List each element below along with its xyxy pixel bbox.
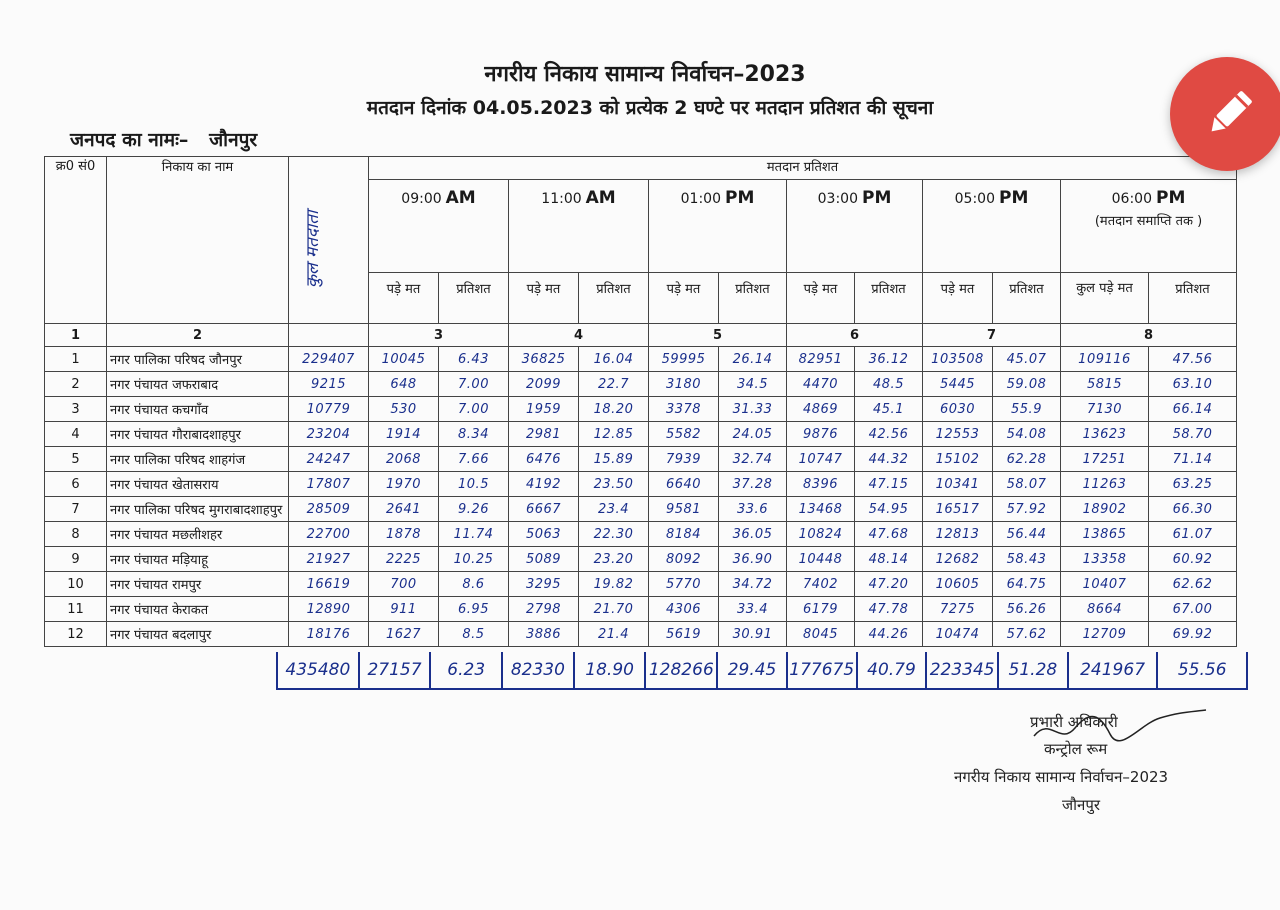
- row-value-total: 22700: [289, 522, 369, 547]
- row-value-p1: 10.25: [439, 547, 509, 572]
- row-value-v3: 4306: [649, 597, 719, 622]
- row-value-p2: 19.82: [579, 572, 649, 597]
- row-value-v5: 16517: [923, 497, 993, 522]
- row-value-p2: 23.4: [579, 497, 649, 522]
- votes-header: पड़े मत: [509, 273, 579, 324]
- row-value-p2: 22.7: [579, 372, 649, 397]
- row-value-v5: 10605: [923, 572, 993, 597]
- percent-header: प्रतिशत: [855, 273, 923, 324]
- row-value-p2: 21.4: [579, 622, 649, 647]
- row-body-name: नगर पालिका परिषद जौनपुर: [107, 347, 289, 372]
- row-value-v6: 10407: [1061, 572, 1149, 597]
- row-value-v1: 1627: [369, 622, 439, 647]
- row-body-name: नगर पंचायत मछलीशहर: [107, 522, 289, 547]
- document-subtitle: मतदान दिनांक 04.05.2023 को प्रत्येक 2 घण्टे पर मतदान प्रतिशत की सूचना: [366, 97, 934, 119]
- row-value-v6: 13865: [1061, 522, 1149, 547]
- row-value-v3: 8092: [649, 547, 719, 572]
- row-value-v2: 5089: [509, 547, 579, 572]
- row-value-p6: 69.92: [1149, 622, 1237, 647]
- row-value-p3: 36.90: [719, 547, 787, 572]
- row-value-p4: 48.14: [855, 547, 923, 572]
- signatory-district: जौनपुर: [1062, 796, 1100, 814]
- row-body-name: नगर पंचायत गौराबादशाहपुर: [107, 422, 289, 447]
- row-value-v5: 12682: [923, 547, 993, 572]
- col-number: 6: [787, 324, 923, 347]
- slot-header-6: 06:00 PM (मतदान समाप्ति तक ): [1061, 180, 1237, 273]
- row-value-v1: 2225: [369, 547, 439, 572]
- row-value-p4: 54.95: [855, 497, 923, 522]
- row-value-p6: 47.56: [1149, 347, 1237, 372]
- row-value-total: 10779: [289, 397, 369, 422]
- turnout-header: मतदान प्रतिशत: [369, 157, 1237, 180]
- col-number: 7: [923, 324, 1061, 347]
- row-value-p3: 36.05: [719, 522, 787, 547]
- table-row: [45, 622, 1237, 647]
- row-value-v2: 2099: [509, 372, 579, 397]
- row-value-v6: 12709: [1061, 622, 1149, 647]
- row-value-p6: 63.10: [1149, 372, 1237, 397]
- row-value-p2: 18.20: [579, 397, 649, 422]
- row-value-v4: 7402: [787, 572, 855, 597]
- row-value-p6: 63.25: [1149, 472, 1237, 497]
- row-value-v5: 15102: [923, 447, 993, 472]
- table-row: [45, 372, 1237, 397]
- row-value-p3: 34.5: [719, 372, 787, 397]
- row-value-v1: 1914: [369, 422, 439, 447]
- row-value-p6: 67.00: [1149, 597, 1237, 622]
- total-cell: 82330: [503, 652, 575, 688]
- row-value-v5: 10341: [923, 472, 993, 497]
- signatory-election: नगरीय निकाय सामान्य निर्वाचन–2023: [954, 768, 1169, 786]
- row-value-v6: 18902: [1061, 497, 1149, 522]
- row-value-p2: 22.30: [579, 522, 649, 547]
- row-value-p1: 8.34: [439, 422, 509, 447]
- row-value-v4: 8396: [787, 472, 855, 497]
- row-value-p6: 61.07: [1149, 522, 1237, 547]
- col-number: 4: [509, 324, 649, 347]
- row-value-p4: 47.20: [855, 572, 923, 597]
- row-value-v4: 10448: [787, 547, 855, 572]
- row-value-p4: 47.78: [855, 597, 923, 622]
- totals-row: [276, 652, 1248, 690]
- row-value-v6: 8664: [1061, 597, 1149, 622]
- total-cell: 29.45: [718, 652, 788, 688]
- row-value-v1: 911: [369, 597, 439, 622]
- total-votes-header: कुल पड़े मत: [1061, 273, 1149, 324]
- row-value-v6: 13623: [1061, 422, 1149, 447]
- row-value-total: 17807: [289, 472, 369, 497]
- row-value-v1: 648: [369, 372, 439, 397]
- edit-button[interactable]: [1170, 57, 1280, 171]
- row-value-p1: 7.66: [439, 447, 509, 472]
- col-number: 1: [45, 324, 107, 347]
- row-value-p6: 60.92: [1149, 547, 1237, 572]
- row-value-p6: 66.14: [1149, 397, 1237, 422]
- row-sn: 9: [45, 547, 107, 572]
- row-value-v2: 4192: [509, 472, 579, 497]
- row-sn: 3: [45, 397, 107, 422]
- row-value-p1: 6.95: [439, 597, 509, 622]
- row-value-v2: 6667: [509, 497, 579, 522]
- pencil-icon: [1204, 87, 1256, 139]
- votes-header: पड़े मत: [649, 273, 719, 324]
- turnout-table: [44, 156, 1237, 647]
- row-value-v2: 5063: [509, 522, 579, 547]
- row-value-p5: 56.44: [993, 522, 1061, 547]
- row-value-total: 23204: [289, 422, 369, 447]
- row-value-v3: 5619: [649, 622, 719, 647]
- document-title: नगरीय निकाय सामान्य निर्वाचन–2023: [484, 62, 806, 87]
- row-value-v5: 103508: [923, 347, 993, 372]
- row-value-p2: 16.04: [579, 347, 649, 372]
- percent-header: प्रतिशत: [719, 273, 787, 324]
- total-cell: 55.56: [1177, 660, 1227, 680]
- row-value-total: 21927: [289, 547, 369, 572]
- row-body-name: नगर पंचायत रामपुर: [107, 572, 289, 597]
- row-sn: 8: [45, 522, 107, 547]
- row-value-p1: 8.5: [439, 622, 509, 647]
- row-value-p2: 23.50: [579, 472, 649, 497]
- row-body-name: नगर पंचायत मड़ियाहू: [107, 547, 289, 572]
- row-value-v4: 10824: [787, 522, 855, 547]
- row-value-p2: 15.89: [579, 447, 649, 472]
- row-value-v3: 8184: [649, 522, 719, 547]
- total-cell: 177675: [788, 652, 858, 688]
- row-value-p4: 36.12: [855, 347, 923, 372]
- col-number: 3: [369, 324, 509, 347]
- row-value-v4: 13468: [787, 497, 855, 522]
- table-row: [45, 597, 1237, 622]
- row-value-v4: 10747: [787, 447, 855, 472]
- row-value-p4: 47.15: [855, 472, 923, 497]
- row-value-v2: 1959: [509, 397, 579, 422]
- row-body-name: नगर पंचायत खेतासराय: [107, 472, 289, 497]
- row-body-name: नगर पंचायत जफराबाद: [107, 372, 289, 397]
- row-value-v5: 7275: [923, 597, 993, 622]
- row-value-v1: 530: [369, 397, 439, 422]
- row-value-p1: 9.26: [439, 497, 509, 522]
- row-value-v1: 700: [369, 572, 439, 597]
- total-cell: 241967: [1069, 652, 1159, 688]
- row-value-p5: 58.07: [993, 472, 1061, 497]
- row-value-p6: 62.62: [1149, 572, 1237, 597]
- row-body-name: नगर पालिका परिषद मुगराबादशाहपुर: [107, 497, 289, 522]
- row-value-v3: 5770: [649, 572, 719, 597]
- row-value-p5: 55.9: [993, 397, 1061, 422]
- slot-header-1: 09:00 AM: [369, 180, 509, 273]
- row-value-total: 18176: [289, 622, 369, 647]
- row-value-total: 9215: [289, 372, 369, 397]
- district-value: जौनपुर: [209, 129, 258, 151]
- row-value-p5: 57.62: [993, 622, 1061, 647]
- row-value-v4: 8045: [787, 622, 855, 647]
- total-cell: 40.79: [858, 652, 928, 688]
- row-sn: 2: [45, 372, 107, 397]
- row-value-v4: 9876: [787, 422, 855, 447]
- row-value-v6: 11263: [1061, 472, 1149, 497]
- row-sn: 12: [45, 622, 107, 647]
- table-row: [45, 547, 1237, 572]
- row-value-total: 12890: [289, 597, 369, 622]
- row-value-p3: 24.05: [719, 422, 787, 447]
- row-sn: 5: [45, 447, 107, 472]
- row-value-total: 28509: [289, 497, 369, 522]
- row-value-v5: 12553: [923, 422, 993, 447]
- row-value-p6: 66.30: [1149, 497, 1237, 522]
- row-value-v5: 6030: [923, 397, 993, 422]
- row-value-v2: 2981: [509, 422, 579, 447]
- row-value-p4: 47.68: [855, 522, 923, 547]
- row-value-p3: 33.6: [719, 497, 787, 522]
- table-row: [45, 497, 1237, 522]
- slot-6-note: (मतदान समाप्ति तक ): [1094, 214, 1203, 229]
- total-voters-note: कुल मतदाता: [303, 210, 323, 288]
- row-sn: 6: [45, 472, 107, 497]
- row-value-p5: 56.26: [993, 597, 1061, 622]
- row-value-v1: 1878: [369, 522, 439, 547]
- sn-header: क्र0 सं0: [45, 157, 107, 324]
- row-value-total: 229407: [289, 347, 369, 372]
- row-value-p3: 30.91: [719, 622, 787, 647]
- row-value-v3: 5582: [649, 422, 719, 447]
- row-value-v2: 36825: [509, 347, 579, 372]
- row-value-p5: 58.43: [993, 547, 1061, 572]
- row-value-v2: 6476: [509, 447, 579, 472]
- total-cell: 18.90: [575, 652, 647, 688]
- row-value-p4: 42.56: [855, 422, 923, 447]
- row-value-p4: 48.5: [855, 372, 923, 397]
- slot-header-3: 01:00 PM: [649, 180, 787, 273]
- total-cell: 435480: [278, 652, 360, 688]
- row-value-p6: 71.14: [1149, 447, 1237, 472]
- row-value-total: 24247: [289, 447, 369, 472]
- row-value-v6: 7130: [1061, 397, 1149, 422]
- row-value-v2: 3886: [509, 622, 579, 647]
- signatory-office: कन्ट्रोल रूम: [1044, 740, 1108, 758]
- votes-header: पड़े मत: [369, 273, 439, 324]
- total-cell: 6.23: [431, 652, 503, 688]
- row-value-v1: 2068: [369, 447, 439, 472]
- row-value-v2: 3295: [509, 572, 579, 597]
- row-sn: 11: [45, 597, 107, 622]
- row-value-v4: 82951: [787, 347, 855, 372]
- row-value-p5: 57.92: [993, 497, 1061, 522]
- row-sn: 1: [45, 347, 107, 372]
- row-value-v1: 1970: [369, 472, 439, 497]
- row-value-p3: 33.4: [719, 597, 787, 622]
- row-value-v5: 5445: [923, 372, 993, 397]
- row-value-p5: 59.08: [993, 372, 1061, 397]
- row-value-p6: 58.70: [1149, 422, 1237, 447]
- row-value-v3: 7939: [649, 447, 719, 472]
- row-value-v4: 4470: [787, 372, 855, 397]
- row-sn: 10: [45, 572, 107, 597]
- signatory-title: प्रभारी अधिकारी: [1030, 713, 1118, 731]
- row-value-p3: 37.28: [719, 472, 787, 497]
- row-body-name: नगर पंचायत बदलापुर: [107, 622, 289, 647]
- district-line: [70, 126, 257, 152]
- percent-header: प्रतिशत: [579, 273, 649, 324]
- table-row: [45, 522, 1237, 547]
- body-name-header: निकाय का नाम: [107, 157, 289, 324]
- percent-header: प्रतिशत: [1149, 273, 1237, 324]
- row-value-p2: 21.70: [579, 597, 649, 622]
- row-value-v3: 6640: [649, 472, 719, 497]
- row-value-v6: 17251: [1061, 447, 1149, 472]
- row-value-v3: 9581: [649, 497, 719, 522]
- row-value-p5: 54.08: [993, 422, 1061, 447]
- row-value-v4: 4869: [787, 397, 855, 422]
- table-row: [45, 472, 1237, 497]
- table-row: [45, 572, 1237, 597]
- row-value-v5: 10474: [923, 622, 993, 647]
- percent-header: प्रतिशत: [439, 273, 509, 324]
- row-value-p1: 6.43: [439, 347, 509, 372]
- district-label: जनपद का नामः–: [70, 129, 189, 151]
- total-cell: 223345: [927, 652, 999, 688]
- row-value-p1: 8.6: [439, 572, 509, 597]
- row-body-name: नगर पालिका परिषद शाहगंज: [107, 447, 289, 472]
- row-sn: 4: [45, 422, 107, 447]
- row-value-p1: 10.5: [439, 472, 509, 497]
- percent-header: प्रतिशत: [993, 273, 1061, 324]
- total-cell: 51.28: [999, 652, 1069, 688]
- row-value-v5: 12813: [923, 522, 993, 547]
- row-value-p3: 31.33: [719, 397, 787, 422]
- row-value-p3: 26.14: [719, 347, 787, 372]
- row-value-v3: 3378: [649, 397, 719, 422]
- row-body-name: नगर पंचायत कचगाँव: [107, 397, 289, 422]
- row-value-p4: 45.1: [855, 397, 923, 422]
- row-value-v1: 2641: [369, 497, 439, 522]
- row-value-p3: 34.72: [719, 572, 787, 597]
- row-value-p5: 45.07: [993, 347, 1061, 372]
- votes-header: पड़े मत: [923, 273, 993, 324]
- slot-header-4: 03:00 PM: [787, 180, 923, 273]
- col-number-blank: [289, 324, 369, 347]
- slot-header-5: 05:00 PM: [923, 180, 1061, 273]
- col-number: 5: [649, 324, 787, 347]
- col-number: 2: [107, 324, 289, 347]
- row-value-p1: 11.74: [439, 522, 509, 547]
- row-sn: 7: [45, 497, 107, 522]
- table-row: [45, 447, 1237, 472]
- row-body-name: नगर पंचायत केराकत: [107, 597, 289, 622]
- row-value-p2: 23.20: [579, 547, 649, 572]
- row-value-v3: 59995: [649, 347, 719, 372]
- row-value-v1: 10045: [369, 347, 439, 372]
- row-value-p1: 7.00: [439, 372, 509, 397]
- row-value-p2: 12.85: [579, 422, 649, 447]
- total-cell: 27157: [360, 652, 432, 688]
- row-value-v3: 3180: [649, 372, 719, 397]
- row-value-p4: 44.26: [855, 622, 923, 647]
- row-value-v2: 2798: [509, 597, 579, 622]
- row-value-v6: 109116: [1061, 347, 1149, 372]
- row-value-p1: 7.00: [439, 397, 509, 422]
- row-value-p5: 62.28: [993, 447, 1061, 472]
- row-value-v4: 6179: [787, 597, 855, 622]
- table-row: [45, 397, 1237, 422]
- table-row: [45, 422, 1237, 447]
- row-value-p4: 44.32: [855, 447, 923, 472]
- slot-header-2: 11:00 AM: [509, 180, 649, 273]
- row-value-v6: 5815: [1061, 372, 1149, 397]
- row-value-total: 16619: [289, 572, 369, 597]
- table-row: [45, 347, 1237, 372]
- total-cell: 128266: [646, 652, 718, 688]
- votes-header: पड़े मत: [787, 273, 855, 324]
- row-value-v6: 13358: [1061, 547, 1149, 572]
- row-value-p3: 32.74: [719, 447, 787, 472]
- col-number: 8: [1061, 324, 1237, 347]
- row-value-p5: 64.75: [993, 572, 1061, 597]
